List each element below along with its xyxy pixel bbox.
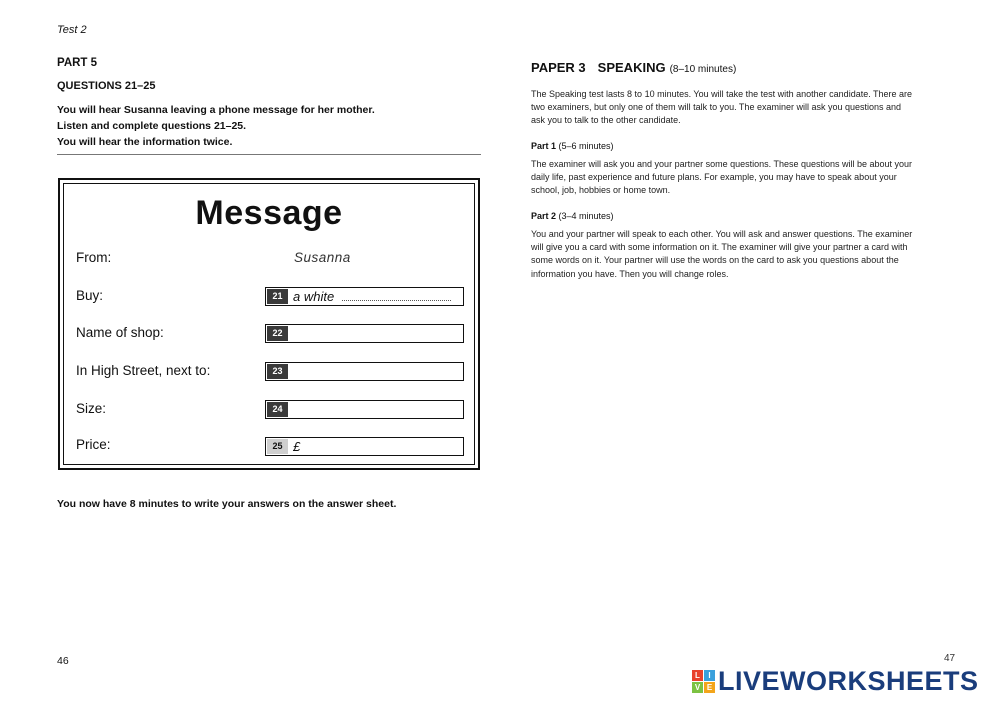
divider	[57, 154, 481, 155]
question-number-22: 22	[267, 326, 288, 341]
instruction-line-3: You will hear the information twice.	[57, 136, 233, 148]
logo-tile-i: I	[704, 670, 715, 681]
logo-tile-l: L	[692, 670, 703, 681]
part1-title: Part 1	[531, 141, 557, 151]
from-value: Susanna	[294, 250, 351, 265]
answer-box-21[interactable]	[265, 287, 464, 306]
part1-duration: (5–6 minutes)	[558, 141, 614, 151]
answer-dotted-line	[342, 300, 451, 301]
shop-name-label: Name of shop:	[76, 325, 164, 340]
price-label: Price:	[76, 437, 111, 452]
page-header: Test 2	[57, 24, 87, 36]
part2-duration: (3–4 minutes)	[558, 211, 614, 221]
part-title: PART 5	[57, 57, 98, 69]
message-form-inner	[63, 183, 475, 465]
instruction-line-2: Listen and complete questions 21–25.	[57, 120, 247, 132]
questions-range: QUESTIONS 21–25	[57, 80, 156, 92]
part2-text: You and your partner will speak to each other. You will ask and answer questions. The examiner will give you a card with some information on it. The examiner will give your partner a card with some words on it. Your partner will use the words on the card to ask you questions about the information you have. Then you will change roles.	[531, 229, 913, 279]
size-label: Size:	[76, 401, 107, 416]
logo-tile-e: E	[704, 682, 715, 693]
answer-prefill-25: £	[293, 439, 301, 454]
answer-prefill-21: a white	[293, 289, 335, 304]
logo-tiles	[692, 670, 715, 693]
part2-heading	[531, 211, 614, 221]
answer-box-24[interactable]	[265, 400, 464, 419]
footer-instruction: You now have 8 minutes to write your answers on the answer sheet.	[57, 498, 397, 510]
page-number-right: 47	[944, 653, 956, 664]
page-number-left: 46	[57, 655, 69, 667]
paper-label: PAPER 3	[531, 60, 586, 75]
logo-text: LIVEWORKSHEETS	[718, 665, 979, 696]
from-label: From:	[76, 250, 112, 265]
question-number-21: 21	[267, 289, 288, 304]
speaking-label: SPEAKING	[597, 60, 666, 75]
buy-label: Buy:	[76, 288, 104, 303]
answer-box-23[interactable]	[265, 362, 464, 381]
answer-box-22[interactable]	[265, 324, 464, 343]
speaking-intro: The Speaking test lasts 8 to 10 minutes. You will take the test with another candidate. There are two examiners, but only one of them will talk to you. The examiner will ask you questions and ask you to talk to the other candidate.	[531, 89, 913, 126]
paper-duration: (8–10 minutes)	[669, 64, 737, 75]
question-number-25: 25	[267, 439, 288, 454]
answer-box-25[interactable]	[265, 437, 464, 456]
next-to-label: In High Street, next to:	[76, 363, 211, 378]
message-title: Message	[195, 194, 343, 232]
question-number-23: 23	[267, 364, 288, 379]
logo-tile-v: V	[692, 682, 703, 693]
question-number-24: 24	[267, 402, 288, 417]
instruction-line-1: You will hear Susanna leaving a phone message for her mother.	[57, 104, 375, 116]
message-form	[58, 178, 480, 470]
part1-text: The examiner will ask you and your partner some questions. These questions will be about your daily life, past experience and future plans. For example, you may have to speak about your school, job, hobbies or home town.	[531, 159, 913, 196]
paper-heading	[531, 60, 736, 75]
liveworksheets-logo	[692, 665, 979, 697]
part1-heading	[531, 141, 614, 151]
part2-title: Part 2	[531, 211, 557, 221]
